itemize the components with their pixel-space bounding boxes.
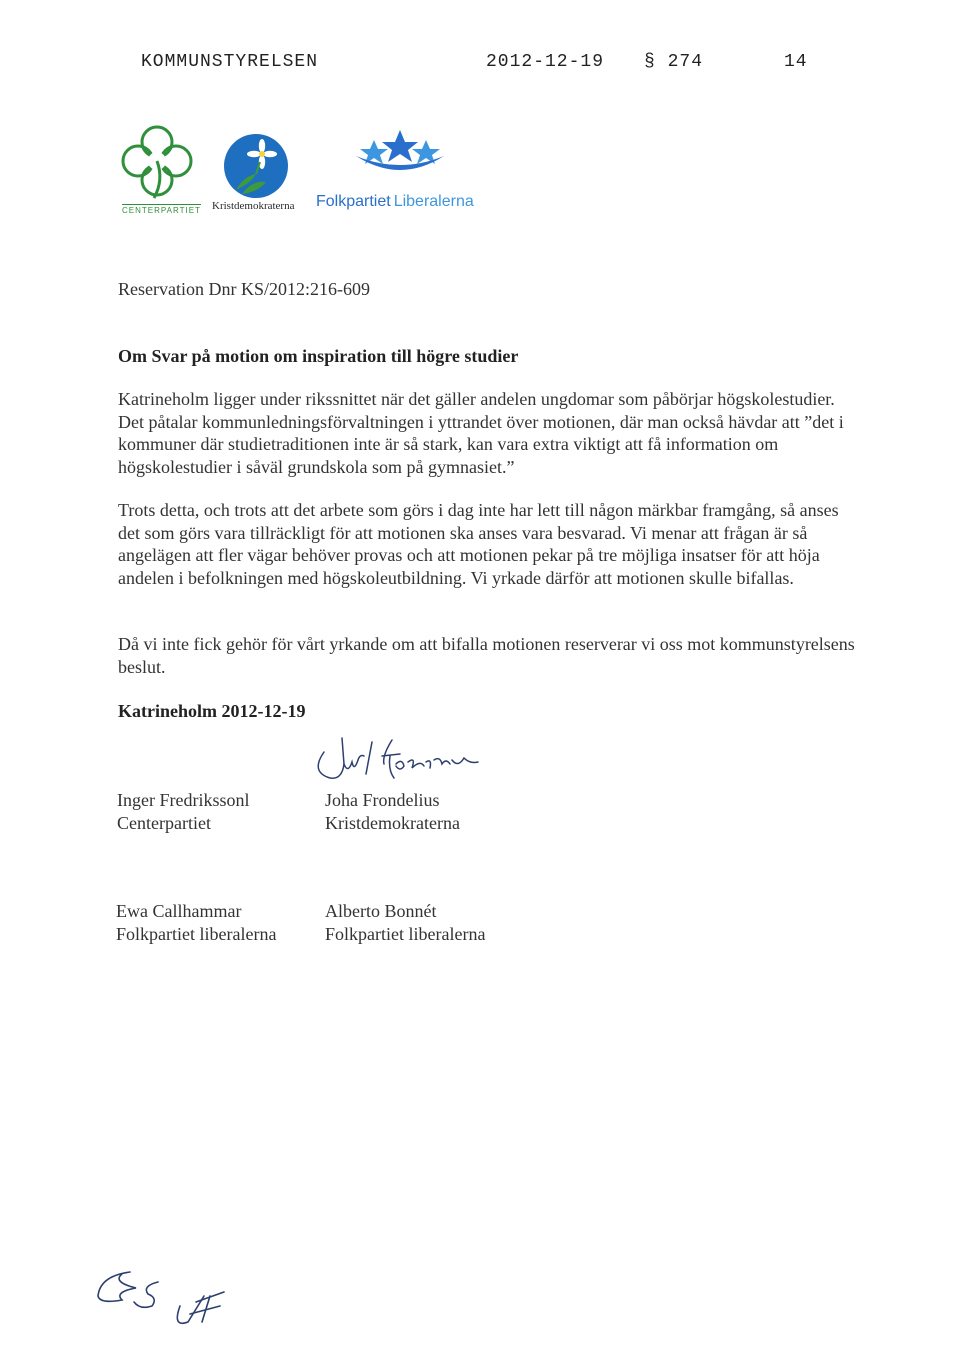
signatory-1-party: Centerpartiet <box>117 813 211 833</box>
signatory-2-name: Joha Frondelius <box>325 790 440 810</box>
header-page: 14 <box>784 52 808 72</box>
handwritten-signature <box>308 734 488 790</box>
reservation-reference: Reservation Dnr KS/2012:216-609 <box>118 279 370 299</box>
signatory-4-name: Alberto Bonnét <box>325 901 437 921</box>
header-date: 2012-12-19 <box>486 52 605 72</box>
signatory-3-party: Folkpartiet liberalerna <box>116 924 277 944</box>
folkpartiet-caption-a: Folkpartiet <box>316 193 391 210</box>
centerpartiet-caption: CENTERPARTIET <box>122 206 201 215</box>
signatory-3-name: Ewa Callhammar <box>116 901 242 921</box>
paragraph-3: Då vi inte fick gehör för vårt yrkande om att bifalla motionen reserverar vi oss mot kommunstyrelsens beslut. <box>118 634 855 677</box>
signatory-2-party: Kristdemokraterna <box>325 813 460 833</box>
folkpartiet-caption-b: Liberalerna <box>393 193 474 210</box>
handwritten-initials <box>92 1262 242 1336</box>
kristdemokraterna-logo <box>222 132 290 200</box>
folkpartiet-star-logo <box>352 126 448 182</box>
signatory-4-party: Folkpartiet liberalerna <box>325 924 486 944</box>
header-section: § 274 <box>644 52 704 72</box>
centerpartiet-clover-logo <box>116 120 198 202</box>
paragraph-2: Trots detta, och trots att det arbete som görs i dag inte har lett till någon märkbar framgång, så anses det som görs vara tillräckligt för att motionen ska anses vara besvarad. Vi menar att frågan är så angelägen att fler vägar behöver provas och att motionen pekar på tre möjliga insatser för att höja andelen i befolkningen med högskoleutbildning. Vi yrkade därför att motionen skulle bifallas. <box>118 500 839 588</box>
kristdemokraterna-caption: Kristdemokraterna <box>212 200 295 212</box>
place-date: Katrineholm 2012-12-19 <box>118 701 306 721</box>
folkpartiet-caption <box>316 193 474 211</box>
paragraph-1: Katrineholm ligger under rikssnittet när det gäller andelen ungdomar som påbörjar högskolestudier. Det påtalar kommunledningsförvaltningen i yttrandet över motionen, där man också hävdar att ”det i kommuner där studietraditionen inte är så stark, kan vara extra viktigt att få information om högskolestudier i såväl grundskola som på gymnasiet.” <box>118 389 844 477</box>
signatory-1-name: Inger Fredrikssonl <box>117 790 250 810</box>
header-org: KOMMUNSTYRELSEN <box>141 52 319 72</box>
document-title: Om Svar på motion om inspiration till högre studier <box>118 346 519 366</box>
